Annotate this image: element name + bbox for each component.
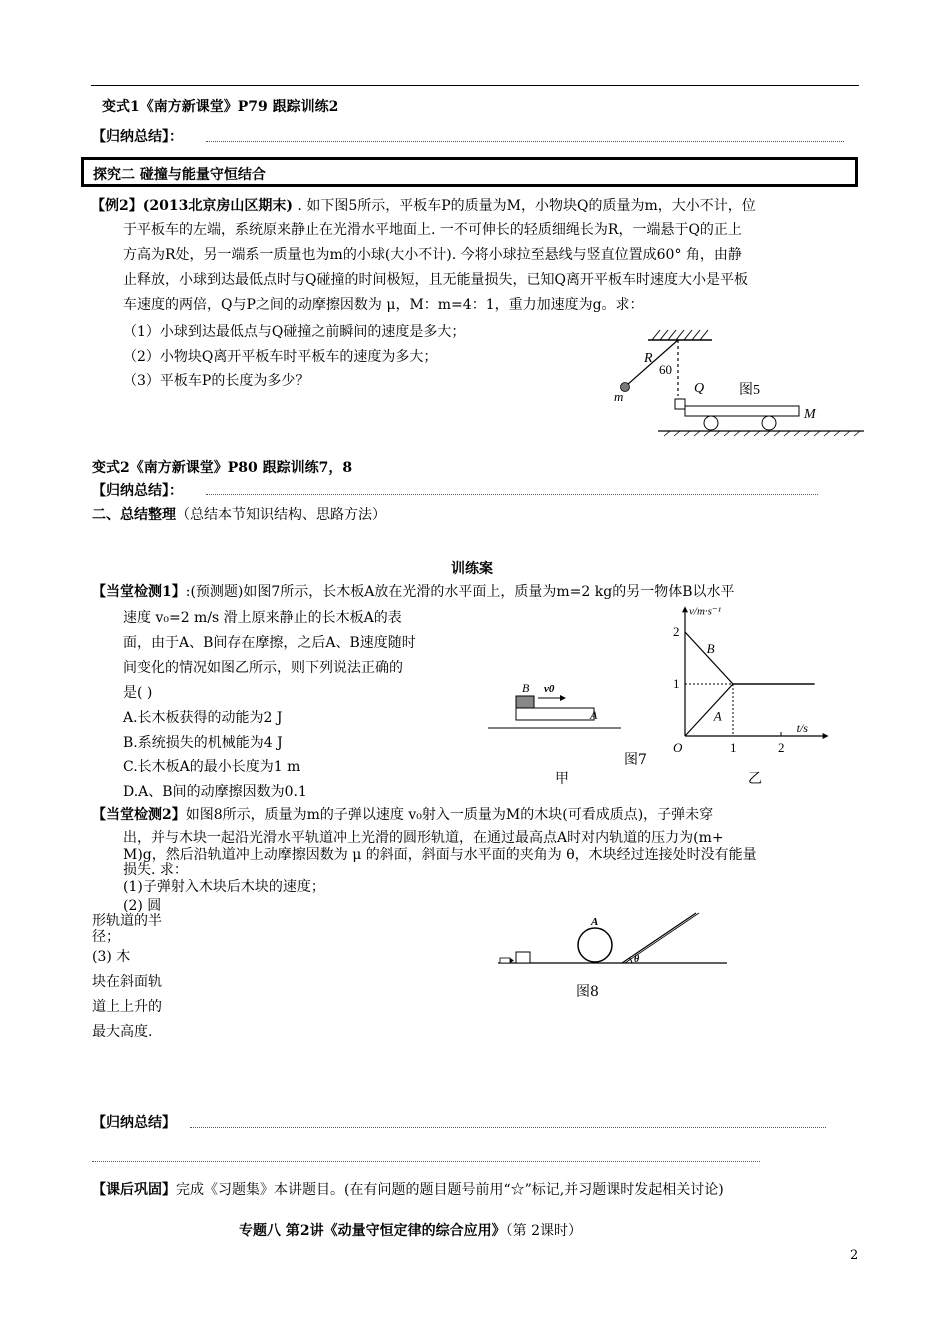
footer-title-normal: （第 2课时） (505, 1223, 582, 1239)
variant1-text: 变式1《南方新课堂》P79 跟踪训练2 (102, 99, 339, 115)
check2-q2-c: 径； (92, 929, 120, 945)
x-tick-2: 2 (778, 740, 785, 755)
check2-line-0 (92, 804, 713, 824)
after-class-label: 【课后巩固】 (92, 1182, 176, 1198)
example2-question-1: （1）小球到达最低点与Q碰撞之前瞬间的速度是多大； (123, 324, 466, 340)
check1-option-a: A.长木板获得的动能为2 J (123, 710, 283, 726)
summary-dotline-1[interactable] (206, 141, 844, 142)
fig8-label-A: A (591, 916, 599, 928)
check2-q1: (1)子弹射入木块后木块的速度； (123, 879, 325, 895)
figure8-diagram (495, 912, 735, 972)
fig5-label-60: 60 (659, 362, 672, 377)
velocity-time-chart (660, 606, 860, 756)
top-rule (91, 85, 859, 86)
variant2-line: 变式2《南方新课堂》P80 跟踪训练7，8 (92, 460, 353, 476)
summary-label-1: 【归纳总结】： (92, 129, 183, 145)
summary-label-2: 【归纳总结】： (92, 483, 183, 499)
y-tick-2: 2 (673, 624, 680, 639)
x-axis-arrow (823, 733, 829, 739)
check2-q3-a: (3) 木 (92, 949, 131, 965)
series-line-A (685, 684, 815, 736)
footer-title-bold: 专题八 第2讲《动量守恒定律的综合应用》 (239, 1223, 506, 1239)
section-two-line (92, 504, 386, 524)
check1-line-4: 是( ) (123, 685, 153, 701)
summary-label-3: 【归纳总结】 (92, 1115, 176, 1131)
fig7-label-B: B (522, 681, 530, 695)
check1-line-0 (92, 581, 735, 601)
example2-line-1: 于平板车的左端，系统原来静止在光滑水平地面上. 一不可伸长的轻质细绳长为R，一端悬于Q的正上 (123, 222, 742, 238)
x-tick-1: 1 (730, 740, 737, 755)
fig7-label-A: A (590, 708, 598, 722)
fig5-label-m: m (614, 389, 624, 404)
page-number: 2 (850, 1248, 859, 1263)
fig5-label-Q: Q (694, 381, 705, 396)
check1-option-c: C.长木板A的最小长度为1 m (123, 759, 301, 775)
section2-title: 探究二 碰撞与能量守恒结合 (93, 167, 266, 183)
figure5-diagram (608, 326, 870, 442)
example2-label: 【例2】(2013北京房山区期末) (91, 198, 293, 214)
check2-q3-c: 道上上升的 (92, 999, 162, 1015)
fig8-label-theta: θ (634, 954, 640, 965)
series-label-B: B (706, 640, 715, 656)
footer-title (239, 1220, 582, 1240)
section-two-title: 二、总结整理 (92, 507, 176, 523)
check2-first-line: 如图8所示，质量为m的子弹以速度 v₀射入一质量为M的木块(可看成质点)，子弹未穿 (185, 807, 714, 823)
fig5-caption: 图5 (739, 383, 760, 398)
after-class-line (92, 1179, 724, 1199)
fig8-caption: 图8 (576, 984, 599, 1000)
check2-q2-a: (2) 圆 (123, 898, 162, 914)
figure7-left-diagram (488, 676, 623, 736)
example2-line-3: 止释放，小球到达最低点时与Q碰撞的时间极短，且无能量损失，已知Q离开平板车时速度大小是平板 (123, 272, 748, 288)
series-label-A: A (713, 708, 722, 724)
check1-line-3: 间变化的情况如图乙所示，则下列说法正确的 (123, 660, 403, 676)
x-axis-label: t/s (796, 721, 808, 735)
check2-label: 【当堂检测2】 (92, 807, 186, 823)
example2-text-0: . 如下图5所示，平板车P的质量为M，小物块Q的质量为m，大小不计，位 (292, 198, 756, 214)
after-class-text: 完成《习题集》本讲题目。(在有问题的题目题号前用“☆”标记,并习题课时发起相关讨论) (176, 1182, 724, 1198)
variant1-line (102, 96, 338, 116)
fig7-caption: 图7 (624, 752, 647, 768)
example2-question-2: （2）小物块Q离开平板车时平板车的速度为多大； (123, 349, 438, 365)
check2-line-3: 损失. 求： (123, 862, 188, 878)
check2-q3-d: 最大高度. (92, 1024, 153, 1040)
x-tick-O: O (673, 740, 683, 755)
check1-option-b: B.系统损失的机械能为4 J (123, 735, 283, 751)
check2-line-2: M)g，然后沿轨道冲上动摩擦因数为 μ 的斜面，斜面与水平面的夹角为 θ，木块经过连接处时没有能量 (123, 847, 757, 863)
y-axis-label: v/m·s⁻¹ (689, 606, 722, 618)
example2-question-3: （3）平板车P的长度为多少？ (123, 373, 310, 389)
example2-line-0 (91, 195, 756, 215)
fig5-label-R: R (644, 351, 653, 366)
y-tick-1: 1 (673, 676, 680, 691)
check2-line-1: 出，并与木块一起沿光滑水平轨道冲上光滑的圆形轨道，在通过最高点A时对内轨道的压力为(m+ (123, 830, 724, 846)
check2-q3-b: 块在斜面轨 (92, 974, 162, 990)
fig5-label-M: M (804, 407, 816, 422)
section-two-note: （总结本节知识结构、思路方法） (176, 507, 386, 523)
series-line-B (685, 632, 815, 684)
check1-line-2: 面，由于A、B间存在摩擦，之后A、B速度随时 (123, 635, 416, 651)
fig7-right-label: 乙 (748, 771, 762, 787)
y-axis-arrow (682, 606, 688, 612)
check1-line-1: 速度 v₀=2 m/s 滑上原来静止的长木板A的表 (123, 610, 402, 626)
section2-box (81, 157, 858, 187)
summary-dotline-2[interactable] (206, 494, 818, 495)
training-title: 训练案 (451, 561, 493, 577)
fig7-label-v0: v0 (544, 683, 555, 695)
fig7-left-label: 甲 (555, 771, 569, 787)
example2-line-4: 车速度的两倍，Q与P之间的动摩擦因数为 μ，M：m=4：1，重力加速度为g。求： (123, 297, 644, 313)
check2-q2-b: 形轨道的半 (92, 913, 162, 929)
check1-option-d: D.A、B间的动摩擦因数为0.1 (123, 784, 307, 800)
check1-first-line: :(预测题)如图7所示，长木板A放在光滑的水平面上，质量为m=2 kg的另一物体B以水平 (185, 584, 735, 600)
check1-label: 【当堂检测1】 (92, 584, 186, 600)
summary-dotline-3[interactable] (190, 1127, 826, 1128)
example2-line-2: 方高为R处，另一端系一质量也为m的小球(大小不计). 今将小球拉至悬线与竖直位置成60° 角，由静 (123, 247, 742, 263)
summary-dotline-4[interactable] (92, 1161, 760, 1162)
